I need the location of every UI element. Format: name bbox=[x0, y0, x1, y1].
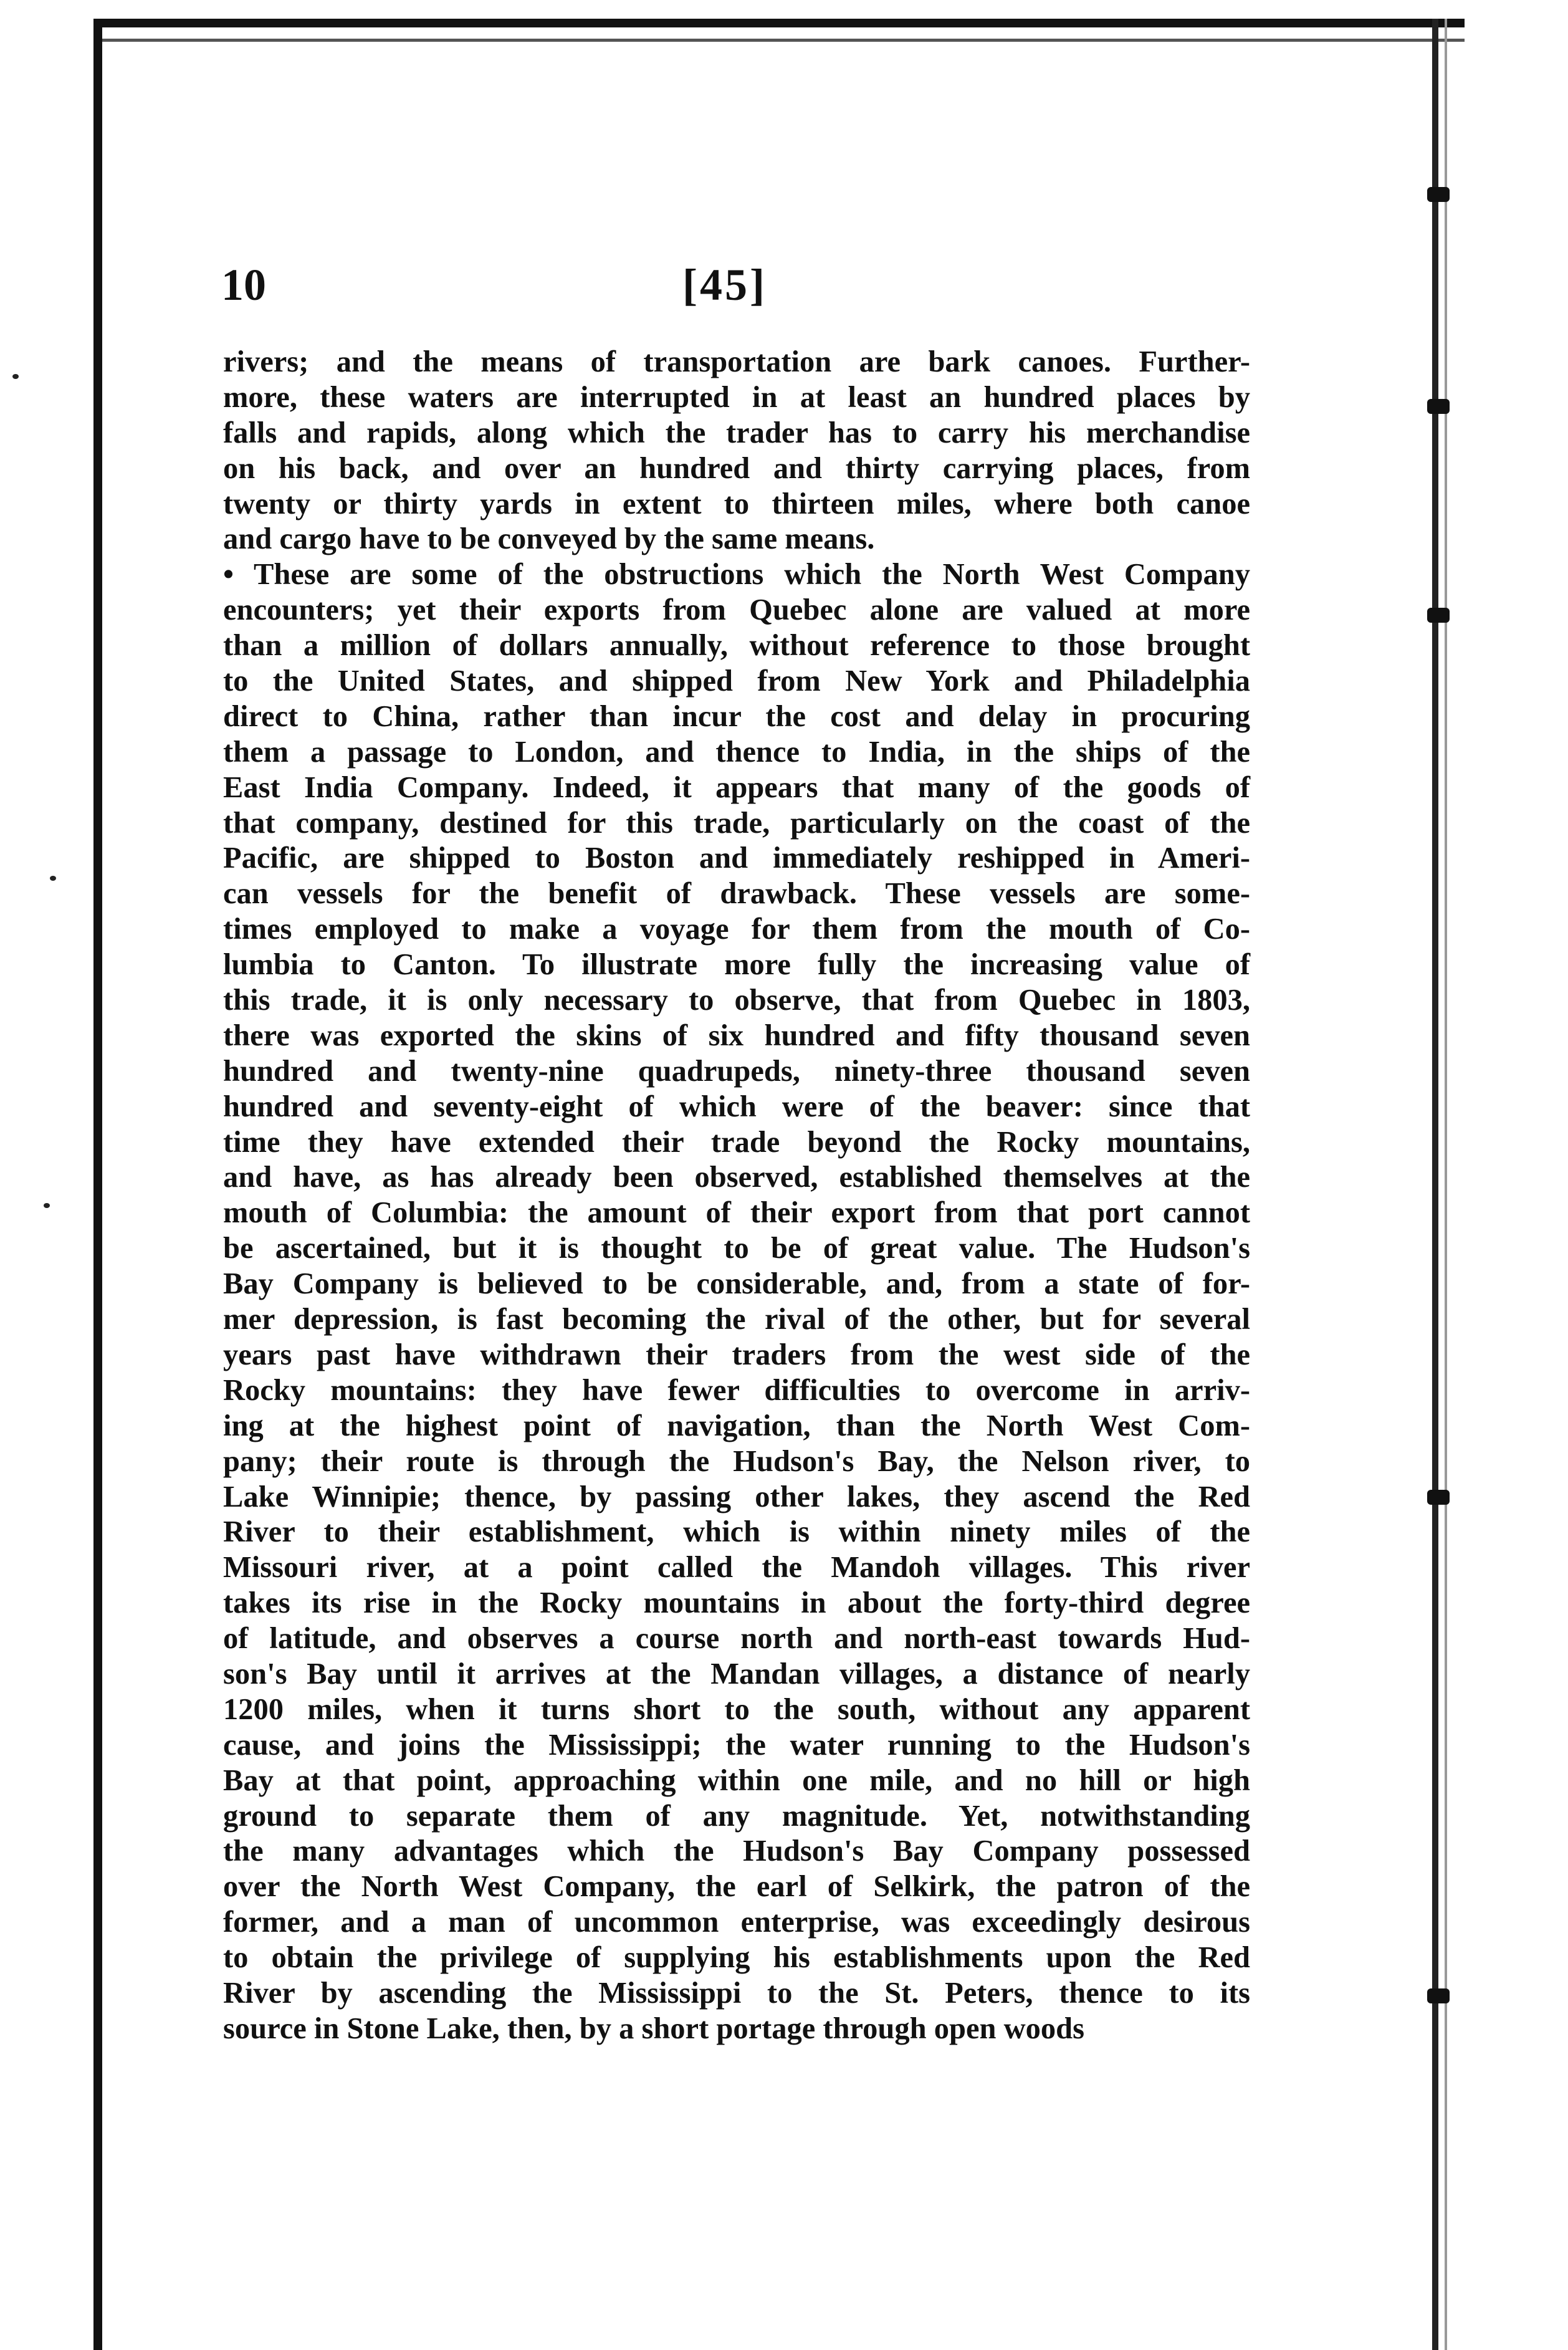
text-line: encounters; yet their exports from Quebec alone are valued at more bbox=[223, 593, 1250, 627]
text-line: to obtain the privilege of supplying his establishments upon the Red bbox=[223, 1941, 1250, 1975]
binding-mark bbox=[1427, 1490, 1450, 1505]
text-line: Missouri river, at a point called the Mandoh villages. This river bbox=[223, 1551, 1250, 1585]
text-line: lumbia to Canton. To illustrate more fully the increasing value of bbox=[223, 948, 1250, 982]
text-line: be ascertained, but it is thought to be of great value. The Hudson's bbox=[223, 1232, 1250, 1265]
binding-mark bbox=[1427, 608, 1450, 623]
text-line: Bay at that point, approaching within one mile, and no hill or high bbox=[223, 1763, 1250, 1797]
signature-number: [45] bbox=[682, 260, 767, 310]
page-left-edge bbox=[93, 19, 102, 2350]
scan-speck bbox=[12, 374, 19, 379]
text-line: years past have withdrawn their traders from the west side of the bbox=[223, 1338, 1250, 1371]
text-line: the many advantages which the Hudson's Bay Company possessed bbox=[223, 1834, 1250, 1868]
text-line: River to their establishment, which is within ninety miles of the bbox=[223, 1515, 1250, 1549]
binding-mark bbox=[1427, 399, 1450, 414]
text-line: of latitude, and observes a course north and north-east towards Hud- bbox=[223, 1622, 1250, 1656]
text-line: ground to separate them of any magnitude. Yet, notwithstanding bbox=[223, 1799, 1250, 1833]
binding-mark bbox=[1427, 187, 1450, 202]
text-line: that company, destined for this trade, particularly on the coast of the bbox=[223, 806, 1250, 840]
text-line: former, and a man of uncommon enterprise, was exceedingly desirous bbox=[223, 1906, 1250, 1939]
body-text bbox=[223, 345, 1250, 2047]
scan-speck bbox=[44, 1203, 50, 1208]
text-line: takes its rise in the Rocky mountains in about the forty-third degree bbox=[223, 1586, 1250, 1620]
text-line: hundred and seventy-eight of which were of the beaver: since that bbox=[223, 1090, 1250, 1123]
text-line: falls and rapids, along which the trader has to carry his merchandise bbox=[223, 416, 1250, 449]
text-line: to the United States, and shipped from New York and Philadelphia bbox=[223, 664, 1250, 698]
text-line: River by ascending the Mississippi to the St. Peters, thence to its bbox=[223, 1976, 1250, 2010]
text-line: mer depression, is fast becoming the rival of the other, but for several bbox=[223, 1303, 1250, 1336]
text-line: Bay Company is believed to be considerable, and, from a state of for- bbox=[223, 1267, 1250, 1301]
text-line: them a passage to London, and thence to India, in the ships of the bbox=[223, 735, 1250, 769]
text-line: ing at the highest point of navigation, than the North West Com- bbox=[223, 1409, 1250, 1442]
text-line: and cargo have to be conveyed by the same means. bbox=[223, 522, 875, 556]
text-line: times employed to make a voyage for them from the mouth of Co- bbox=[223, 913, 1250, 946]
text-line: source in Stone Lake, then, by a short portage through open woods bbox=[223, 2012, 1084, 2045]
text-line: on his back, and over an hundred and thirty carrying places, from bbox=[223, 451, 1250, 485]
text-line: rivers; and the means of transportation are bark canoes. Further- bbox=[223, 345, 1250, 378]
text-line: more, these waters are interrupted in at least an hundred places by bbox=[223, 380, 1250, 414]
text-line: over the North West Company, the earl of Selkirk, the patron of the bbox=[223, 1870, 1250, 1904]
text-line: son's Bay until it arrives at the Mandan villages, a distance of nearly bbox=[223, 1657, 1250, 1691]
text-line: pany; their route is through the Hudson's Bay, the Nelson river, to bbox=[223, 1444, 1250, 1478]
text-line: Pacific, are shipped to Boston and immediately reshipped in Ameri- bbox=[223, 842, 1250, 875]
text-line: than a million of dollars annually, without reference to those brought bbox=[223, 629, 1250, 663]
text-line: direct to China, rather than incur the cost and delay in procuring bbox=[223, 699, 1250, 733]
text-line: there was exported the skins of six hundred and fifty thousand seven bbox=[223, 1019, 1250, 1052]
text-line: time they have extended their trade beyond the Rocky mountains, bbox=[223, 1125, 1250, 1159]
text-line: this trade, it is only necessary to observe, that from Quebec in 1803, bbox=[223, 984, 1250, 1017]
text-line: mouth of Columbia: the amount of their export from that port cannot bbox=[223, 1196, 1250, 1230]
binding-mark bbox=[1427, 1988, 1450, 2003]
text-line: Lake Winnipie; thence, by passing other lakes, they ascend the Red bbox=[223, 1480, 1250, 1513]
text-line: East India Company. Indeed, it appears that many of the goods of bbox=[223, 770, 1250, 804]
scan-speck bbox=[50, 876, 56, 881]
text-line: Rocky mountains: they have fewer difficulties to overcome in arriv- bbox=[223, 1373, 1250, 1407]
text-line: hundred and twenty-nine quadrupeds, ninety-three thousand seven bbox=[223, 1054, 1250, 1088]
text-line: 1200 miles, when it turns short to the south, without any apparent bbox=[223, 1692, 1250, 1726]
text-line: cause, and joins the Mississippi; the water running to the Hudson's bbox=[223, 1728, 1250, 1762]
text-line: can vessels for the benefit of drawback. These vessels are some- bbox=[223, 877, 1250, 911]
page-top-edge bbox=[93, 19, 1465, 27]
page-number: 10 bbox=[221, 260, 266, 310]
text-line: • These are some of the obstructions which the North West Company bbox=[223, 558, 1250, 592]
page-header bbox=[221, 257, 1250, 313]
text-line: twenty or thirty yards in extent to thirteen miles, where both canoe bbox=[223, 487, 1250, 520]
text-line: and have, as has already been observed, established themselves at the bbox=[223, 1161, 1250, 1194]
page-top-edge-inner bbox=[93, 39, 1465, 42]
